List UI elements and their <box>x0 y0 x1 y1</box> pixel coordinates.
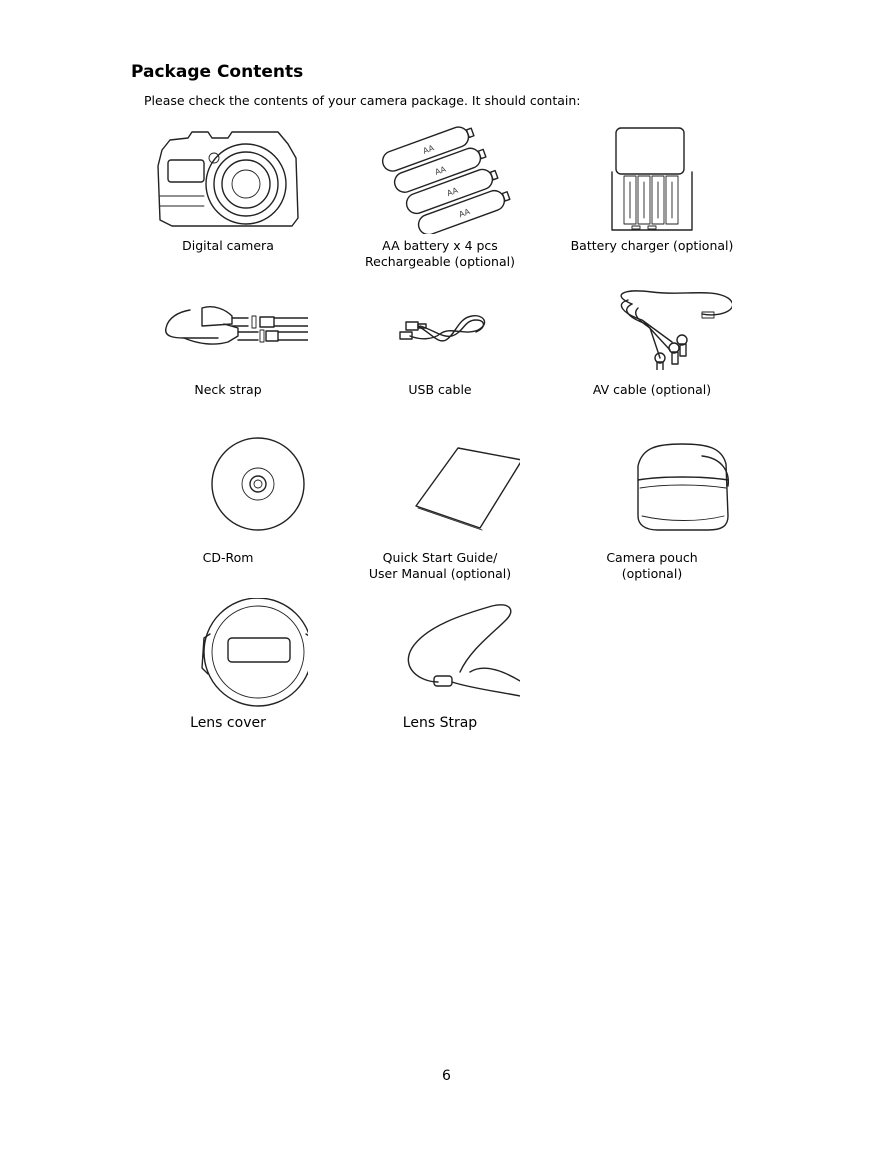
caption: CD-Rom <box>202 550 254 565</box>
caption: Quick Start Guide/ User Manual (optional) <box>368 550 512 581</box>
page-number: 6 <box>442 1068 451 1084</box>
item-aa-battery <box>330 126 550 270</box>
caption: Lens Strap <box>402 715 478 731</box>
caption: Digital camera <box>182 238 274 253</box>
item-lens-cover <box>118 598 338 732</box>
usb-cable-icon <box>360 284 520 370</box>
camera-pouch-icon <box>572 436 732 546</box>
caption: USB cable <box>408 382 472 397</box>
caption: AV cable (optional) <box>592 382 712 397</box>
cd-rom-icon <box>148 436 308 546</box>
item-neck-strap <box>118 284 338 398</box>
item-av-cable <box>542 284 762 398</box>
neck-strap-icon <box>148 284 308 370</box>
item-cd-rom <box>118 436 338 566</box>
caption: Lens cover <box>190 715 266 731</box>
item-camera-pouch <box>542 436 762 582</box>
item-digital-camera <box>118 126 338 254</box>
item-lens-strap <box>330 598 550 732</box>
caption: Battery charger (optional) <box>570 238 734 253</box>
svg-text:AA: AA <box>457 207 472 220</box>
intro-text: Please check the contents of your camera package. It should contain: <box>144 93 581 108</box>
caption: Camera pouch (optional) <box>606 550 698 581</box>
battery-charger-icon <box>572 126 732 234</box>
digital-camera-icon <box>148 126 308 234</box>
quick-start-guide-icon <box>360 436 520 546</box>
caption: AA battery x 4 pcs Rechargeable (optional) <box>365 238 515 269</box>
svg-text:AA: AA <box>445 185 460 199</box>
aa-battery-icon <box>360 126 520 234</box>
svg-text:AA: AA <box>421 143 436 156</box>
item-quick-start-guide <box>330 436 550 582</box>
svg-text:AA: AA <box>433 164 448 177</box>
item-battery-charger <box>542 126 762 254</box>
av-cable-icon <box>572 284 732 370</box>
lens-cover-icon <box>148 598 308 710</box>
item-usb-cable <box>330 284 550 398</box>
lens-strap-icon <box>360 598 520 710</box>
caption: Neck strap <box>194 382 262 397</box>
page-title: Package Contents <box>131 62 304 82</box>
